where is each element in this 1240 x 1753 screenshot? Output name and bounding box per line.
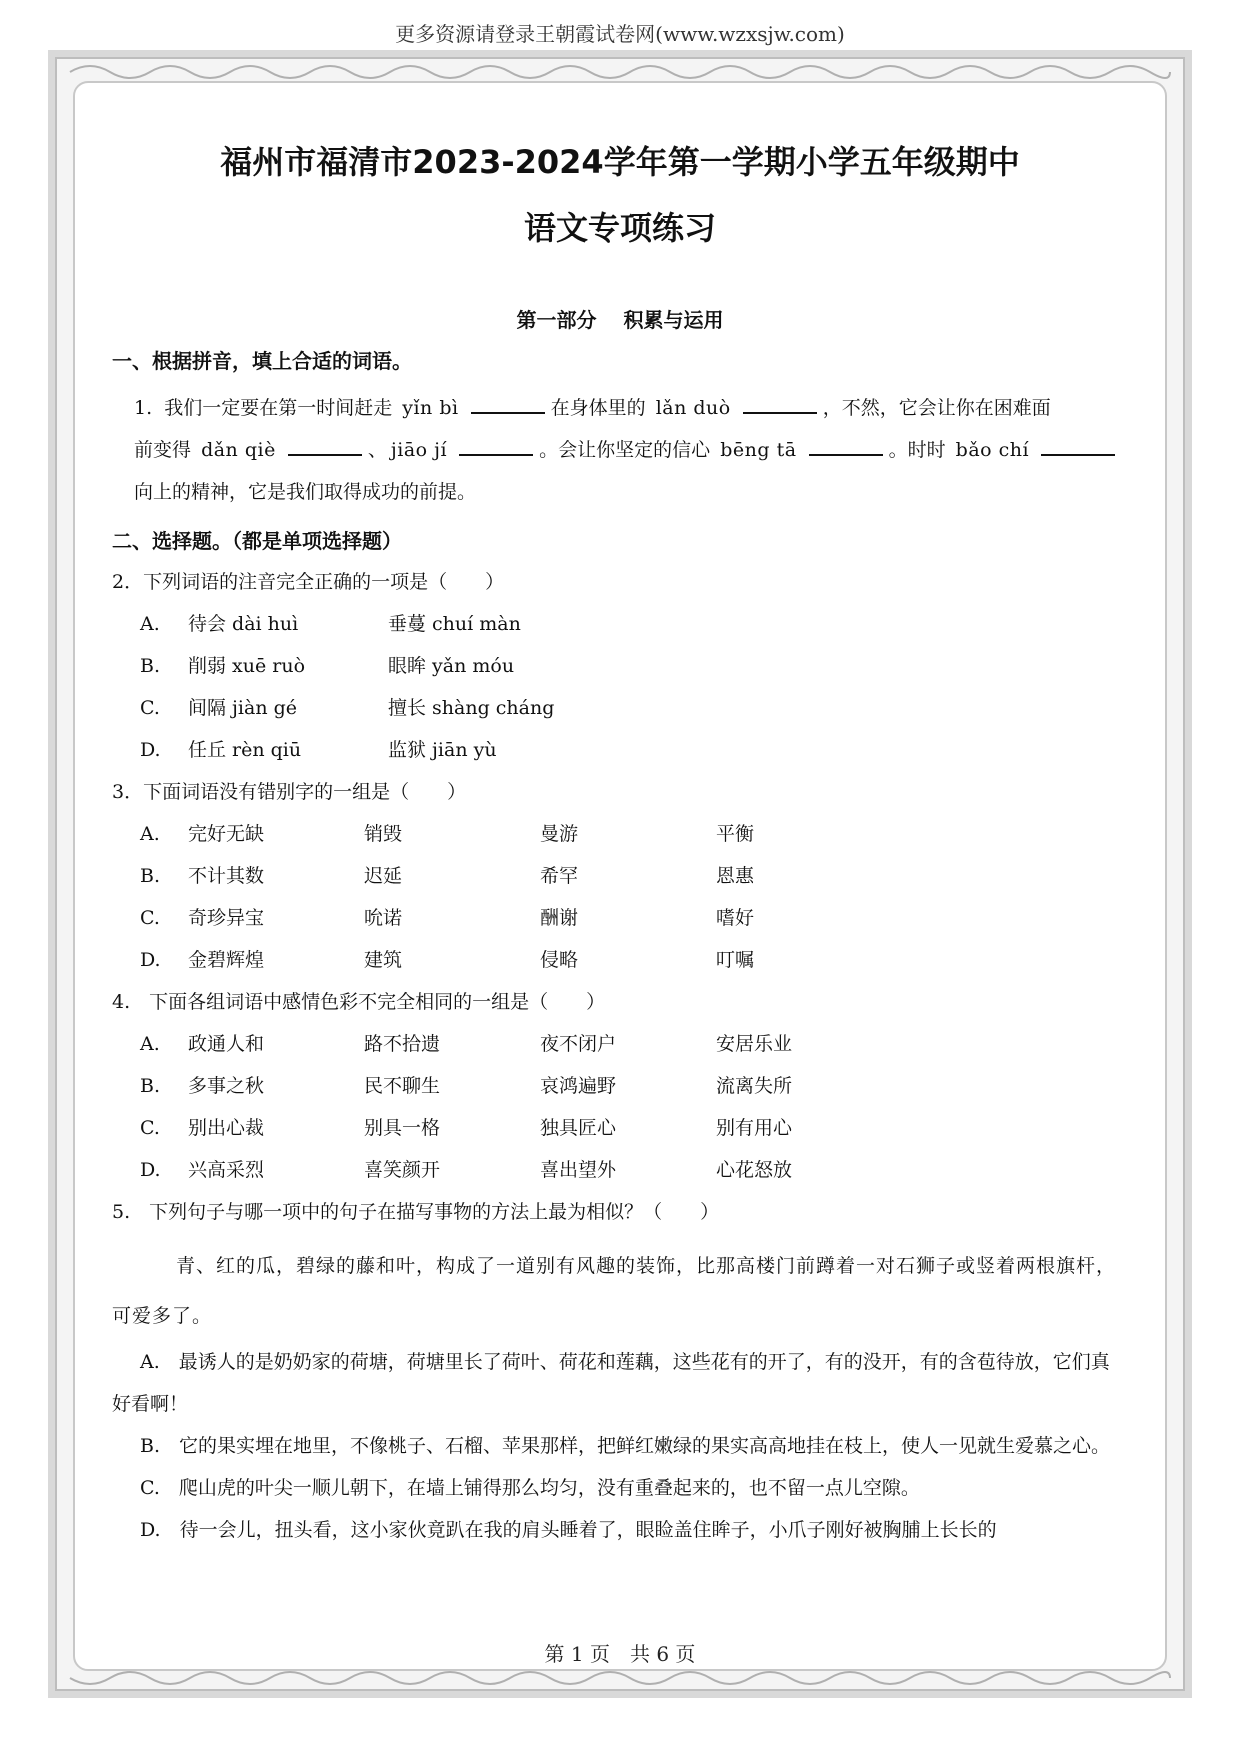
option-text: 路不拾遗 bbox=[364, 1033, 441, 1055]
answer-blank[interactable] bbox=[459, 434, 533, 456]
pinyin: bēng tā bbox=[720, 439, 797, 461]
option-text: 夜不闭户 bbox=[540, 1033, 617, 1055]
question-number: 1. bbox=[134, 397, 153, 419]
question-3-options bbox=[112, 813, 1128, 981]
option-label: C. bbox=[140, 1117, 160, 1139]
option-label: B. bbox=[140, 865, 161, 887]
option-label: C. bbox=[140, 697, 160, 719]
option-text: 待会 dài huì bbox=[188, 613, 299, 635]
option-text: 金碧辉煌 bbox=[188, 949, 265, 971]
option-text: 多事之秋 bbox=[188, 1075, 265, 1097]
option-text: 垂蔓 chuí màn bbox=[388, 613, 521, 635]
option-text: 平衡 bbox=[716, 823, 755, 845]
option-text: 吮诺 bbox=[364, 907, 403, 929]
question-1 bbox=[112, 387, 1128, 429]
option-text: 别具一格 bbox=[364, 1117, 441, 1139]
question-5-options bbox=[112, 1341, 1128, 1551]
option-row[interactable] bbox=[112, 813, 1128, 855]
question-1-line3 bbox=[112, 471, 1128, 513]
section1-heading: 一、根据拼音，填上合适的词语。 bbox=[112, 349, 412, 373]
answer-blank[interactable] bbox=[743, 392, 817, 414]
exam-page bbox=[112, 140, 1128, 1551]
option-label: B. bbox=[140, 655, 161, 677]
page-number: 第 1 页 共 6 页 bbox=[544, 1642, 696, 1666]
option-row[interactable] bbox=[112, 939, 1128, 981]
option-row[interactable] bbox=[112, 729, 1128, 771]
option-row[interactable] bbox=[112, 897, 1128, 939]
question-2-stem: 2．下列词语的注音完全正确的一项是（ ） bbox=[112, 571, 505, 593]
option-text: 眼眸 yǎn móu bbox=[388, 655, 515, 677]
option-text: 喜出望外 bbox=[540, 1159, 617, 1181]
option-text: 建筑 bbox=[364, 949, 403, 971]
option-row[interactable] bbox=[112, 687, 1128, 729]
option-text: 喜笑颜开 bbox=[364, 1159, 441, 1181]
section2-heading: 二、选择题。（都是单项选择题） bbox=[112, 529, 402, 553]
text: 前变得 bbox=[134, 439, 192, 461]
option-paragraph[interactable]: A. 最诱人的是奶奶家的荷塘，荷塘里长了荷叶、荷花和莲藕，这些花有的开了，有的没开，有的含苞待放，它们真好看啊！ bbox=[112, 1351, 1110, 1415]
option-text: 迟延 bbox=[364, 865, 403, 887]
option-text: 嗜好 bbox=[716, 907, 755, 929]
option-text: 独具匠心 bbox=[540, 1117, 617, 1139]
part-name: 第一部分 bbox=[516, 308, 597, 332]
option-text: 别出心裁 bbox=[188, 1117, 265, 1139]
option-text: 监狱 jiān yù bbox=[388, 739, 497, 761]
option-row[interactable] bbox=[112, 1107, 1128, 1149]
exam-title: 福州市福清市2023-2024学年第一学期小学五年级期中 bbox=[220, 143, 1020, 181]
option-text: 政通人和 bbox=[188, 1033, 265, 1055]
option-text: 完好无缺 bbox=[188, 823, 265, 845]
option-text: 安居乐业 bbox=[716, 1033, 793, 1055]
part-heading bbox=[112, 304, 1128, 333]
option-text: 不计其数 bbox=[188, 865, 265, 887]
option-row[interactable] bbox=[112, 603, 1128, 645]
option-label: A. bbox=[140, 1033, 160, 1055]
text: ，不然，它会让你在困难面 bbox=[822, 397, 1051, 419]
part-title: 积累与运用 bbox=[623, 308, 724, 332]
option-label: D. bbox=[140, 949, 161, 971]
text: 、 bbox=[367, 439, 387, 461]
option-label: A. bbox=[140, 613, 160, 635]
option-text: 恩惠 bbox=[716, 865, 755, 887]
option-label: C. bbox=[140, 907, 160, 929]
option-text: 销毁 bbox=[364, 823, 403, 845]
option-label: D. bbox=[140, 739, 161, 761]
answer-blank[interactable] bbox=[288, 434, 362, 456]
exam-subtitle: 语文专项练习 bbox=[523, 209, 716, 247]
question-1-line2 bbox=[112, 429, 1128, 471]
question-2-options bbox=[112, 603, 1128, 771]
pinyin: jiāo jí bbox=[390, 439, 448, 461]
option-text: 哀鸿遍野 bbox=[540, 1075, 617, 1097]
question-5-stem: 5. 下列句子与哪一项中的句子在描写事物的方法上最为相似？（ ） bbox=[112, 1201, 720, 1223]
question-5-passage: 青、红的瓜，碧绿的藤和叶，构成了一道别有风趣的装饰，比那高楼门前蹲着一对石狮子或竖着两根旗杆，可爱多了。 bbox=[112, 1255, 1117, 1327]
option-text: 流离失所 bbox=[716, 1075, 793, 1097]
option-paragraph[interactable]: C. 爬山虎的叶尖一顺儿朝下，在墙上铺得那么均匀，没有重叠起来的，也不留一点儿空隙。 bbox=[140, 1477, 920, 1499]
answer-blank[interactable] bbox=[809, 434, 883, 456]
pinyin: dǎn qiè bbox=[201, 439, 276, 461]
pinyin: bǎo chí bbox=[955, 439, 1030, 461]
answer-blank[interactable] bbox=[471, 392, 545, 414]
option-text: 心花怒放 bbox=[716, 1159, 793, 1181]
answer-blank[interactable] bbox=[1041, 434, 1115, 456]
question-4-stem: 4. 下面各组词语中感情色彩不完全相同的一组是（ ） bbox=[112, 991, 606, 1013]
option-text: 希罕 bbox=[540, 865, 579, 887]
option-text: 削弱 xuē ruò bbox=[188, 655, 306, 677]
text: 在身体里的 bbox=[550, 397, 646, 419]
option-text: 间隔 jiàn gé bbox=[188, 697, 298, 719]
pinyin: lǎn duò bbox=[655, 397, 731, 419]
option-label: A. bbox=[140, 823, 160, 845]
option-text: 酬谢 bbox=[540, 907, 579, 929]
option-row[interactable] bbox=[112, 1149, 1128, 1191]
pinyin: yǐn bì bbox=[402, 397, 459, 419]
option-text: 叮嘱 bbox=[716, 949, 755, 971]
option-text: 任丘 rèn qiū bbox=[188, 739, 302, 761]
option-text: 侵略 bbox=[540, 949, 579, 971]
option-label: B. bbox=[140, 1075, 161, 1097]
option-text: 曼游 bbox=[540, 823, 579, 845]
text: 向上的精神，它是我们取得成功的前提。 bbox=[134, 481, 477, 503]
question-3-stem: 3．下面词语没有错别字的一组是（ ） bbox=[112, 781, 467, 803]
option-paragraph[interactable]: B. 它的果实埋在地里，不像桃子、石榴、苹果那样，把鲜红嫩绿的果实高高地挂在枝上，使人一见就生爱慕之心。 bbox=[140, 1435, 1111, 1457]
option-row[interactable] bbox=[112, 1065, 1128, 1107]
option-label: D. bbox=[140, 1159, 161, 1181]
option-text: 兴高采烈 bbox=[188, 1159, 265, 1181]
option-row[interactable] bbox=[112, 855, 1128, 897]
question-4-options bbox=[112, 1023, 1128, 1191]
option-row[interactable] bbox=[112, 645, 1128, 687]
text: 。会让你坚定的信心 bbox=[539, 439, 711, 461]
option-row[interactable] bbox=[112, 1023, 1128, 1065]
text: 我们一定要在第一时间赶走 bbox=[164, 397, 393, 419]
option-text: 别有用心 bbox=[716, 1117, 793, 1139]
option-text: 奇珍异宝 bbox=[188, 907, 265, 929]
site-header: 更多资源请登录王朝霞试卷网(www.wzxsjw.com) bbox=[395, 22, 845, 46]
option-text: 擅长 shàng cháng bbox=[388, 697, 555, 719]
option-text: 民不聊生 bbox=[364, 1075, 441, 1097]
option-paragraph[interactable]: D. 待一会儿，扭头看，这小家伙竟趴在我的肩头睡着了，眼睑盖住眸子，小爪子刚好被胸脯上长长的 bbox=[140, 1519, 997, 1541]
text: 。时时 bbox=[888, 439, 946, 461]
